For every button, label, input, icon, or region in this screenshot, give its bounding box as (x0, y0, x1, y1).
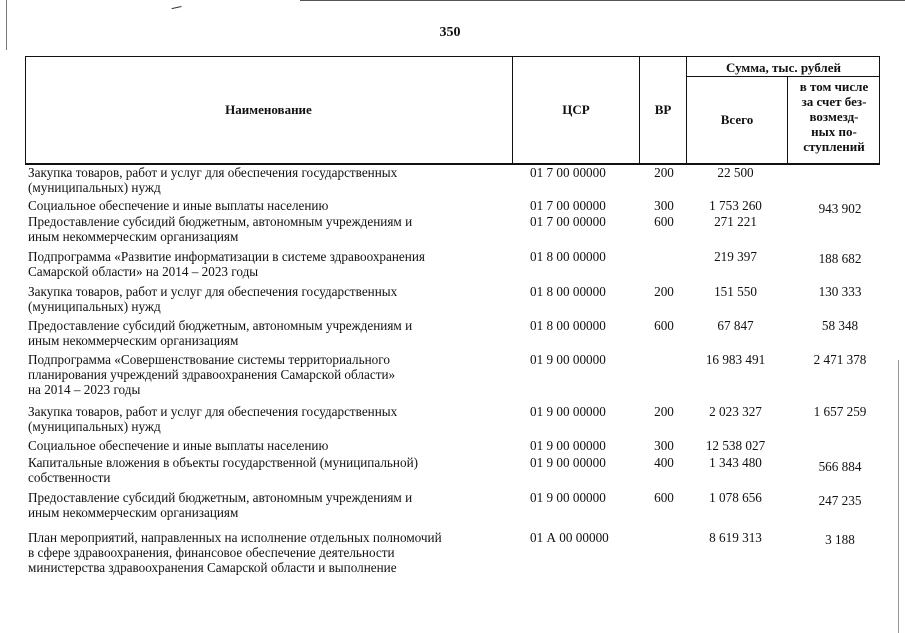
row-csr: 01 9 00 00000 (530, 490, 606, 505)
header-free (788, 79, 880, 154)
row-total: 8 619 313 (709, 530, 762, 545)
row-name (28, 438, 510, 453)
row-name-line: Подпрограмма «Совершенствование системы территориального (28, 352, 390, 367)
row-name-line: собственности (28, 470, 111, 485)
row-name-line: Самарской области» на 2014 – 2023 годы (28, 264, 259, 279)
row-total: 1 343 480 (709, 455, 762, 470)
row-name-line: на 2014 – 2023 годы (28, 382, 141, 397)
row-csr: 01 7 00 00000 (530, 198, 606, 213)
row-name-line: (муниципальных) нужд (28, 299, 161, 314)
row-total: 16 983 491 (705, 352, 766, 367)
row-name-line: Предоставление субсидий бюджетным, автономным учреждениям и (28, 490, 413, 505)
row-name (28, 214, 510, 244)
row-name-line: иным некоммерческим организациям (28, 505, 239, 520)
row-vr: 400 (654, 455, 674, 470)
row-vr: 600 (654, 214, 674, 229)
row-name (28, 165, 510, 195)
header-csr: ЦСР (562, 102, 590, 117)
row-name-line: Закупка товаров, работ и услуг для обеспечения государственных (28, 284, 398, 299)
row-vr: 600 (654, 318, 674, 333)
row-csr: 01 7 00 00000 (530, 165, 606, 180)
row-name-line: Предоставление субсидий бюджетным, автономным учреждениям и (28, 214, 413, 229)
row-vr: 200 (654, 284, 674, 299)
row-total: 2 023 327 (709, 404, 762, 419)
scan-edge-left (6, 0, 7, 50)
row-csr: 01 9 00 00000 (530, 404, 606, 419)
row-name-line: иным некоммерческим организациям (28, 333, 239, 348)
row-total: 271 221 (714, 214, 757, 229)
row-name-line: Подпрограмма «Развитие информатизации в системе здравоохранения (28, 249, 425, 264)
row-free: 58 348 (821, 318, 859, 333)
row-csr: 01 8 00 00000 (530, 249, 606, 264)
row-name (28, 249, 510, 279)
row-name (28, 490, 510, 520)
row-name (28, 404, 510, 434)
row-free: 130 333 (818, 284, 862, 299)
row-csr: 01 А 00 00000 (530, 530, 609, 545)
row-total: 1 078 656 (709, 490, 762, 505)
row-name-line: в сфере здравоохранения, финансовое обеспечение деятельности (28, 545, 395, 560)
scan-edge-top (300, 0, 905, 1)
row-name-line: Социальное обеспечение и иные выплаты населению (28, 438, 329, 453)
row-name-line: иным некоммерческим организациям (28, 229, 239, 244)
row-total: 12 538 027 (705, 438, 766, 453)
row-name-line: Капитальные вложения в объекты государственной (муниципальной) (28, 455, 419, 470)
row-vr: 300 (654, 198, 674, 213)
row-name-line: План мероприятий, направленных на исполнение отдельных полномочий (28, 530, 442, 545)
header-sum-underline (686, 76, 880, 77)
header-free-line: в том числе (799, 79, 869, 94)
row-vr: 200 (654, 165, 674, 180)
row-csr: 01 9 00 00000 (530, 438, 606, 453)
header-free-line: ных по- (811, 124, 857, 139)
header-free-line: за счет без- (801, 94, 867, 109)
row-vr: 200 (654, 404, 674, 419)
header-vr: ВР (654, 102, 672, 117)
row-name-line: Закупка товаров, работ и услуг для обеспечения государственных (28, 165, 398, 180)
row-csr: 01 8 00 00000 (530, 318, 606, 333)
row-vr: 300 (654, 438, 674, 453)
row-free: 188 682 (818, 251, 862, 266)
row-free: 566 884 (818, 459, 862, 474)
row-name-line: планирования учреждений здравоохранения Самарской области» (28, 367, 396, 382)
row-name-line: (муниципальных) нужд (28, 419, 161, 434)
row-free: 943 902 (818, 201, 862, 216)
row-free: 1 657 259 (813, 404, 867, 419)
row-free: 3 188 (825, 532, 855, 547)
row-total: 219 397 (714, 249, 757, 264)
row-csr: 01 8 00 00000 (530, 284, 606, 299)
row-free: 247 235 (818, 493, 862, 508)
row-csr: 01 7 00 00000 (530, 214, 606, 229)
row-name-line: министерства здравоохранения Самарской области и выполнение (28, 560, 397, 575)
row-total: 1 753 260 (709, 198, 762, 213)
row-name (28, 455, 510, 485)
row-csr: 01 9 00 00000 (530, 352, 606, 367)
row-total: 151 550 (714, 284, 757, 299)
header-name: Наименование (225, 102, 312, 117)
header-sum-group: Сумма, тыс. рублей (726, 60, 841, 75)
row-total: 67 847 (717, 318, 754, 333)
row-csr: 01 9 00 00000 (530, 455, 606, 470)
row-name (28, 530, 510, 575)
row-vr: 600 (654, 490, 674, 505)
row-name-line: Предоставление субсидий бюджетным, автономным учреждениям и (28, 318, 413, 333)
row-free: 2 471 378 (813, 352, 867, 367)
scan-edge-right (898, 360, 899, 633)
row-name-line: Закупка товаров, работ и услуг для обеспечения государственных (28, 404, 398, 419)
row-name (28, 318, 510, 348)
row-name-line: (муниципальных) нужд (28, 180, 161, 195)
header-free-line: ступлений (803, 139, 865, 154)
row-total: 22 500 (717, 165, 754, 180)
row-name-line: Социальное обеспечение и иные выплаты населению (28, 198, 329, 213)
page-number: 350 (439, 25, 461, 40)
row-name (28, 284, 510, 314)
header-free-line: возмезд- (809, 109, 859, 124)
row-name (28, 352, 510, 397)
scan-speck (172, 6, 183, 13)
row-name (28, 198, 510, 213)
header-total: Всего (720, 112, 754, 127)
